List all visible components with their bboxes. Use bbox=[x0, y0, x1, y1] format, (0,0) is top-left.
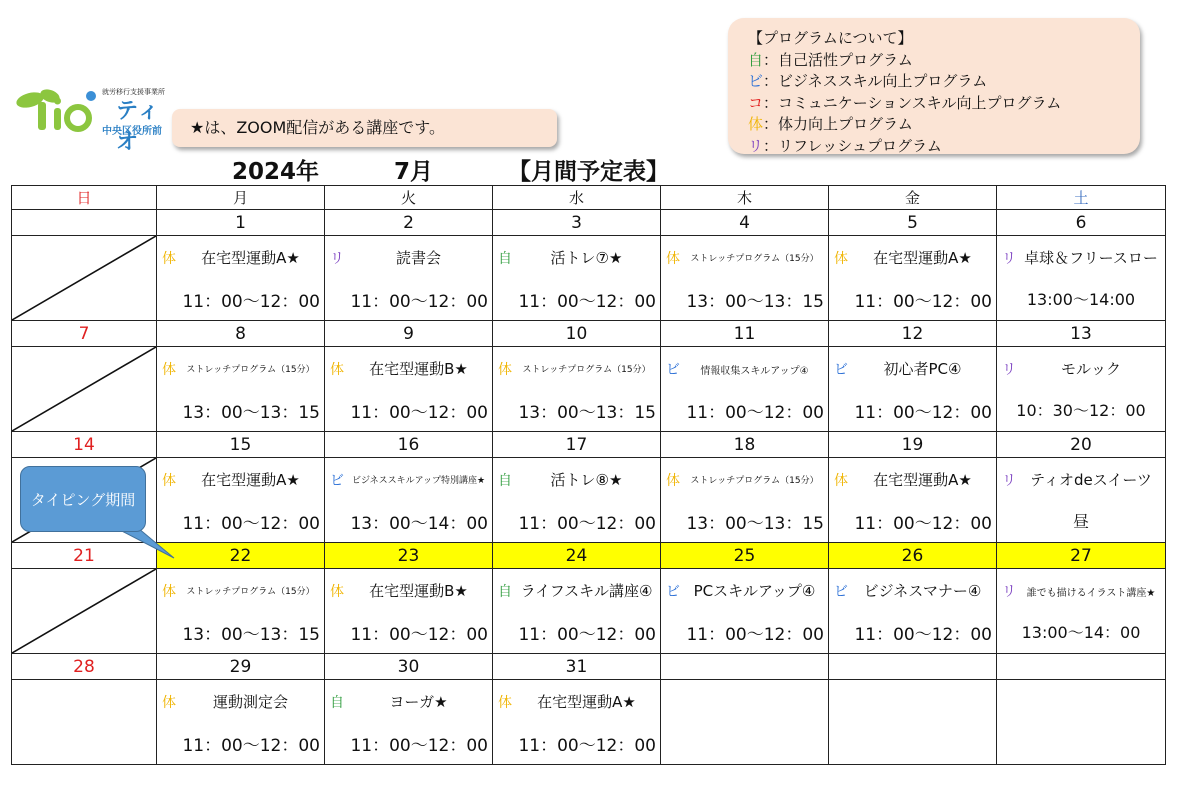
empty-cell bbox=[829, 680, 997, 765]
event-name: ライフスキル講座④ bbox=[520, 582, 653, 600]
weekday-header: 金 bbox=[829, 186, 997, 210]
event-name: ストレッチプログラム（15分） bbox=[690, 254, 819, 264]
event-time: 11：00～12：00 bbox=[518, 625, 656, 645]
event-cell bbox=[325, 458, 493, 543]
event-time: 11：00～12：00 bbox=[854, 514, 992, 534]
event-time: 11：00～12：00 bbox=[518, 736, 656, 756]
event-cell bbox=[997, 458, 1166, 543]
date-cell: 23 bbox=[325, 543, 493, 569]
event-time: 11：00～12：00 bbox=[854, 625, 992, 645]
event bbox=[829, 569, 996, 653]
weekday-header: 月 bbox=[157, 186, 325, 210]
date-cell: 10 bbox=[493, 321, 661, 347]
event bbox=[829, 236, 996, 320]
program-tag: 体 bbox=[162, 473, 176, 489]
event-time: 11：00～12：00 bbox=[182, 514, 320, 534]
date-cell: 31 bbox=[493, 654, 661, 680]
event bbox=[829, 458, 996, 542]
event-time: 13：00～13：15 bbox=[686, 292, 824, 312]
event bbox=[997, 347, 1165, 431]
date-cell: 2 bbox=[325, 210, 493, 236]
date-cell: 27 bbox=[997, 543, 1166, 569]
date-cell bbox=[661, 654, 829, 680]
event-cell bbox=[325, 236, 493, 321]
event bbox=[157, 680, 324, 764]
event bbox=[493, 236, 660, 320]
event-name: 情報収集スキルアップ④ bbox=[700, 366, 809, 377]
date-cell: 21 bbox=[12, 543, 157, 569]
event bbox=[661, 236, 828, 320]
typing-period-callout bbox=[20, 466, 148, 536]
date-cell: 30 bbox=[325, 654, 493, 680]
program-tag: 体 bbox=[498, 695, 512, 711]
sunday-empty-cell bbox=[12, 236, 157, 321]
event-name: 活トレ⑦★ bbox=[550, 249, 623, 267]
event-name: ビジネススキルアップ特別講座★ bbox=[351, 476, 486, 486]
event-name: ストレッチプログラム（15分） bbox=[186, 587, 315, 597]
event-time: 11：00～12：00 bbox=[182, 292, 320, 312]
date-cell: 6 bbox=[997, 210, 1166, 236]
logo bbox=[14, 80, 165, 155]
diagonal-strike-icon bbox=[12, 347, 156, 431]
event-time: 11：00～12：00 bbox=[350, 403, 488, 423]
date-cell: 22 bbox=[157, 543, 325, 569]
event-cell bbox=[493, 569, 661, 654]
weekday-header: 日 bbox=[12, 186, 157, 210]
event-cell bbox=[661, 569, 829, 654]
event-time: 11：00～12：00 bbox=[518, 514, 656, 534]
event bbox=[493, 569, 660, 653]
program-tag: リ bbox=[1002, 362, 1016, 378]
program-tag: 自 bbox=[498, 584, 512, 600]
date-cell: 14 bbox=[12, 432, 157, 458]
program-tag: 体 bbox=[498, 362, 512, 378]
event bbox=[661, 347, 828, 431]
event-time: 13：00～13：15 bbox=[182, 625, 320, 645]
date-cell: 3 bbox=[493, 210, 661, 236]
event bbox=[661, 458, 828, 542]
program-tag: 体 bbox=[162, 251, 176, 267]
event-cell bbox=[829, 347, 997, 432]
date-cell: 18 bbox=[661, 432, 829, 458]
event-cell bbox=[325, 347, 493, 432]
event-time: 10：30～12：00 bbox=[1016, 401, 1146, 420]
event-cell bbox=[997, 236, 1166, 321]
event bbox=[325, 236, 492, 320]
date-cell: 24 bbox=[493, 543, 661, 569]
event bbox=[157, 569, 324, 653]
zoom-note: ★は、ZOOM配信がある講座です。 bbox=[172, 109, 557, 147]
event-cell bbox=[493, 680, 661, 765]
program-tag: 体 bbox=[330, 362, 344, 378]
event-time: 13：00～13：15 bbox=[686, 514, 824, 534]
program-tag: ビ bbox=[330, 473, 344, 489]
sunday-empty-cell bbox=[12, 347, 157, 432]
empty-cell bbox=[661, 680, 829, 765]
event-name: 卓球＆フリースロー bbox=[1024, 249, 1158, 267]
event-time: 13：00～14：00 bbox=[350, 514, 488, 534]
date-cell bbox=[829, 654, 997, 680]
event-name: 在宅型運動A★ bbox=[873, 249, 972, 267]
date-cell: 4 bbox=[661, 210, 829, 236]
weekday-header: 土 bbox=[997, 186, 1166, 210]
date-cell: 19 bbox=[829, 432, 997, 458]
event-time: 13:00～14：00 bbox=[1021, 623, 1141, 642]
event-time: 11：00～12：00 bbox=[854, 403, 992, 423]
event-time: 昼 bbox=[1072, 512, 1089, 531]
program-tag: リ bbox=[330, 251, 344, 267]
event-name: 誰でも描けるイラスト講座★ bbox=[1026, 588, 1156, 599]
event-cell bbox=[997, 347, 1166, 432]
event bbox=[493, 458, 660, 542]
date-cell: 26 bbox=[829, 543, 997, 569]
program-tag: リ bbox=[1002, 251, 1016, 267]
legend-item: ビ：ビジネススキル向上プログラム bbox=[748, 72, 988, 90]
program-tag: 体 bbox=[666, 473, 680, 489]
date-cell bbox=[997, 654, 1166, 680]
event-cell bbox=[325, 680, 493, 765]
program-tag: 体 bbox=[834, 473, 848, 489]
event-time: 13：00～13：15 bbox=[182, 403, 320, 423]
event-name: モルック bbox=[1060, 360, 1121, 378]
event-cell bbox=[829, 458, 997, 543]
event-time: 11：00～12：00 bbox=[182, 736, 320, 756]
weekday-header: 木 bbox=[661, 186, 829, 210]
program-tag: ビ bbox=[666, 584, 680, 600]
weekday-header: 火 bbox=[325, 186, 493, 210]
event-time: 13：00～13：15 bbox=[518, 403, 656, 423]
event-cell bbox=[157, 680, 325, 765]
event-name: ストレッチプログラム（15分） bbox=[690, 476, 819, 486]
date-cell: 16 bbox=[325, 432, 493, 458]
event-time: 11：00～12：00 bbox=[854, 292, 992, 312]
event bbox=[493, 680, 660, 764]
date-cell: 9 bbox=[325, 321, 493, 347]
legend-item: 自：自己活性プログラム bbox=[748, 50, 913, 69]
logo-small-text: 就労移行支援事業所 bbox=[102, 88, 165, 96]
event bbox=[829, 347, 996, 431]
title-year: 2024年 bbox=[232, 159, 320, 185]
date-cell: 13 bbox=[997, 321, 1166, 347]
date-cell: 15 bbox=[157, 432, 325, 458]
event bbox=[157, 347, 324, 431]
event-name: 活トレ⑧★ bbox=[550, 471, 623, 489]
event bbox=[157, 236, 324, 320]
program-tag: 自 bbox=[498, 473, 512, 489]
event-name: ストレッチプログラム（15分） bbox=[522, 365, 651, 375]
event-name: 在宅型運動A★ bbox=[537, 693, 636, 711]
event-time: 11：00～12：00 bbox=[350, 736, 488, 756]
event-time: 11：00～12：00 bbox=[350, 292, 488, 312]
event bbox=[325, 569, 492, 653]
event-cell bbox=[829, 569, 997, 654]
sunday-empty-cell bbox=[12, 680, 157, 765]
program-tag: 体 bbox=[162, 695, 176, 711]
event-name: 運動測定会 bbox=[212, 693, 288, 711]
legend-item: リ：リフレッシュプログラム bbox=[748, 136, 942, 155]
event-cell bbox=[997, 569, 1166, 654]
event-cell bbox=[661, 347, 829, 432]
date-cell: 20 bbox=[997, 432, 1166, 458]
date-cell: 5 bbox=[829, 210, 997, 236]
program-tag: 体 bbox=[666, 251, 680, 267]
legend-heading: 【プログラムについて】 bbox=[748, 29, 913, 47]
date-cell bbox=[12, 210, 157, 236]
title-month: 7月 bbox=[394, 159, 434, 185]
date-cell: 29 bbox=[157, 654, 325, 680]
event-cell bbox=[829, 236, 997, 321]
program-tag: 体 bbox=[330, 584, 344, 600]
program-tag: リ bbox=[1002, 473, 1016, 489]
event-cell bbox=[325, 569, 493, 654]
event bbox=[997, 236, 1165, 320]
date-cell: 17 bbox=[493, 432, 661, 458]
event-time: 11：00～12：00 bbox=[686, 403, 824, 423]
event bbox=[997, 458, 1165, 542]
date-cell: 28 bbox=[12, 654, 157, 680]
program-legend bbox=[728, 18, 1140, 154]
logo-branch: 中央区役所前 bbox=[102, 126, 162, 137]
tio-logo-icon bbox=[14, 86, 100, 132]
event-name: 初心者PC④ bbox=[883, 360, 962, 378]
logo-name: ティオ bbox=[116, 99, 161, 155]
diagonal-strike-icon bbox=[12, 236, 156, 320]
event-name: 在宅型運動A★ bbox=[873, 471, 972, 489]
event-time: 11：00～12：00 bbox=[350, 625, 488, 645]
event bbox=[493, 347, 660, 431]
event-name: 在宅型運動A★ bbox=[201, 249, 300, 267]
legend-item: 体：体力向上プログラム bbox=[748, 115, 913, 133]
event bbox=[661, 569, 828, 653]
event-name: 読書会 bbox=[395, 249, 441, 267]
event bbox=[325, 680, 492, 764]
weekday-header: 水 bbox=[493, 186, 661, 210]
event bbox=[997, 569, 1165, 653]
legend-item: コ：コミュニケーションスキル向上プログラム bbox=[748, 93, 1062, 112]
event-name: ストレッチプログラム（15分） bbox=[186, 365, 315, 375]
program-tag: ビ bbox=[666, 362, 680, 378]
event-cell bbox=[661, 236, 829, 321]
program-tag: 体 bbox=[834, 251, 848, 267]
event-name: 在宅型運動A★ bbox=[201, 471, 300, 489]
event-cell bbox=[493, 347, 661, 432]
program-tag: ビ bbox=[834, 584, 848, 600]
event-cell bbox=[493, 458, 661, 543]
event-cell bbox=[157, 236, 325, 321]
event-cell bbox=[493, 236, 661, 321]
event-cell bbox=[661, 458, 829, 543]
event bbox=[325, 347, 492, 431]
title-label: 【月間予定表】 bbox=[508, 159, 669, 185]
program-tag: 体 bbox=[162, 362, 176, 378]
event-time: 11：00～12：00 bbox=[518, 292, 656, 312]
date-cell: 1 bbox=[157, 210, 325, 236]
date-cell: 7 bbox=[12, 321, 157, 347]
event-cell bbox=[157, 347, 325, 432]
program-tag: 体 bbox=[162, 584, 176, 600]
diagonal-strike-icon bbox=[12, 569, 156, 653]
sunday-empty-cell bbox=[12, 569, 157, 654]
program-tag: リ bbox=[1002, 584, 1016, 600]
event-name: ティオdeスイーツ bbox=[1030, 471, 1152, 489]
program-tag: 自 bbox=[330, 695, 344, 711]
callout-text: タイピング期間 bbox=[20, 466, 146, 532]
event-name: PCスキルアップ④ bbox=[693, 582, 816, 600]
program-tag: 自 bbox=[498, 251, 512, 267]
event-name: ビジネスマナー④ bbox=[863, 582, 982, 600]
date-cell: 8 bbox=[157, 321, 325, 347]
date-cell: 11 bbox=[661, 321, 829, 347]
event-cell bbox=[157, 569, 325, 654]
event-time: 11：00～12：00 bbox=[686, 625, 824, 645]
empty-cell bbox=[997, 680, 1166, 765]
event bbox=[325, 458, 492, 542]
date-cell: 12 bbox=[829, 321, 997, 347]
date-cell: 25 bbox=[661, 543, 829, 569]
program-tag: ビ bbox=[834, 362, 848, 378]
event-name: ヨーガ★ bbox=[389, 693, 448, 711]
event-name: 在宅型運動B★ bbox=[369, 360, 468, 378]
event-time: 13:00～14:00 bbox=[1026, 290, 1136, 309]
event-name: 在宅型運動B★ bbox=[369, 582, 468, 600]
